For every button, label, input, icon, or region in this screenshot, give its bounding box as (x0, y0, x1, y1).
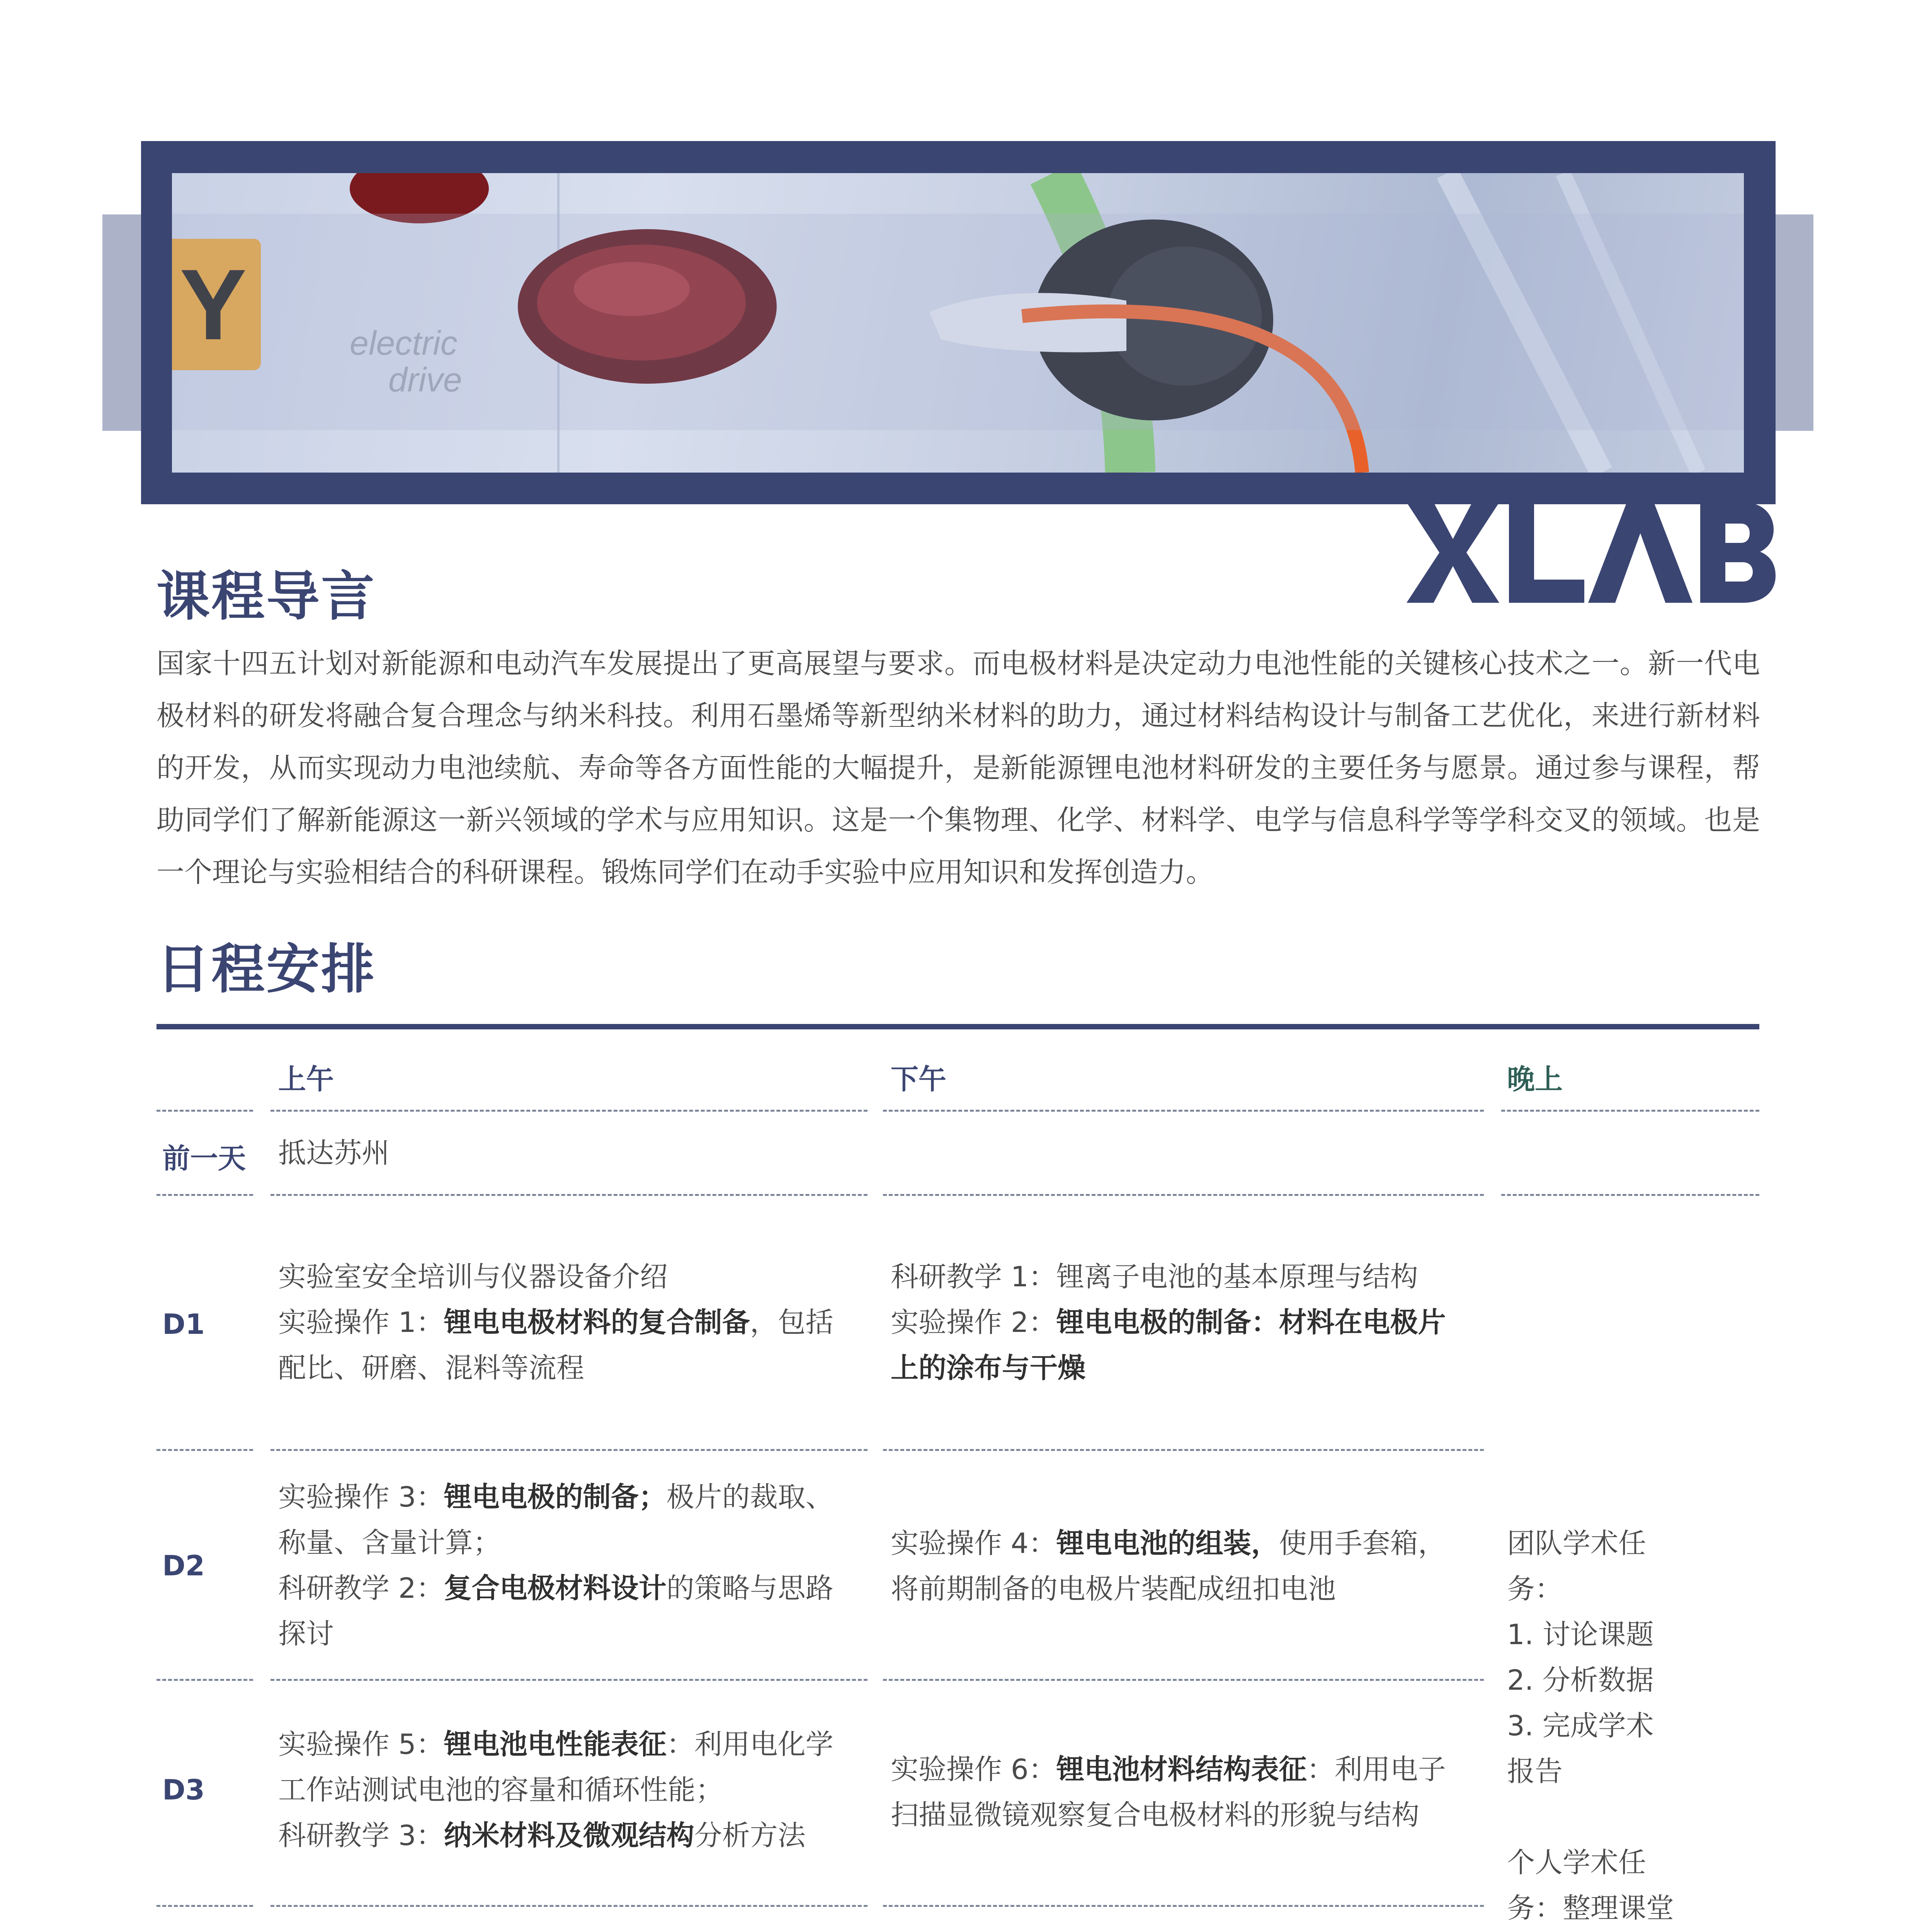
evening-tasks: 团队学术任 务： 1. 讨论课题 2. 分析数据 3. 完成学术 报告 个人学术任 务：整理课堂 (1507, 1527, 1674, 1924)
xlab-logo (1407, 502, 1776, 603)
row-pre-morning: 抵达苏州 (278, 1137, 390, 1169)
row-day-label: D1 (162, 1308, 205, 1340)
row-d3-afternoon: 实验操作 6：锂电池材料结构表征：利用电子 扫描显微镜观察复合电极材料的形貌与结构 (891, 1753, 1446, 1831)
row-day-label: 前一天 (162, 1142, 246, 1175)
intro-title: 课程导言 (156, 565, 376, 628)
table-top-rule (156, 1024, 1759, 1029)
header-morning: 上午 (278, 1063, 334, 1095)
row-d1-morning: 实验室安全培训与仪器设备介绍 实验操作 1：锂电电极材料的复合制备，包括 配比、研磨、混料等流程 (278, 1260, 833, 1384)
intro-body: 国家十四五计划对新能源和电动汽车发展提出了更高展望与要求。而电极材料是决定动力电池性能的关键核心技术之一。新一代电极材料的研发将融合复合理念与纳米科技。利用石墨烯等新型纳米材料的助力，通过材料结构设计与制备工艺优化，来进行新材料的开发，从而实现动力电池续航、寿命等各方面性能的大幅提升，是新能源锂电池材料研发的主要任务与愿景。通过参与课程，帮助同学们了解新能源这一新兴领域的学术与应用知识。这是一个集物理、化学、材料学、电学与信息科学等学科交叉的领域。也是一个理论与实验相结合的科研课程。锻炼同学们在动手实验中应用知识和发挥创造力。 (156, 647, 1760, 888)
hero-overlay (172, 214, 1744, 430)
hero-photo (172, 173, 1744, 473)
row-day-label: D2 (162, 1549, 205, 1582)
badge-text-electric: electric (350, 324, 458, 362)
row-d1-afternoon: 科研教学 1：锂离子电池的基本原理与结构 实验操作 2：锂电电极的制备：材料在电极片 上的涂布与干燥 (891, 1260, 1446, 1384)
header-afternoon: 下午 (891, 1063, 947, 1095)
row-day-label: D3 (162, 1774, 205, 1806)
badge-text-drive: drive (388, 361, 462, 399)
row-d3-morning: 实验操作 5：锂电池电性能表征：利用电化学 工作站测试电池的容量和循环性能； 科研教学 3：纳米材料及微观结构分析方法 (278, 1728, 833, 1852)
header-evening: 晚上 (1507, 1063, 1563, 1095)
hero-frame (141, 141, 1776, 504)
plate-character: Y (180, 249, 247, 361)
schedule-title: 日程安排 (156, 938, 376, 1000)
row-d2-afternoon: 实验操作 4：锂电电池的组装，使用手套箱， 将前期制备的电极片装配成纽扣电池 (891, 1527, 1446, 1605)
row-d2-morning: 实验操作 3：锂电电极的制备；极片的裁取、 称量、含量计算； 科研教学 2：复合电极材料设计的策略与思路 探讨 (278, 1481, 833, 1650)
